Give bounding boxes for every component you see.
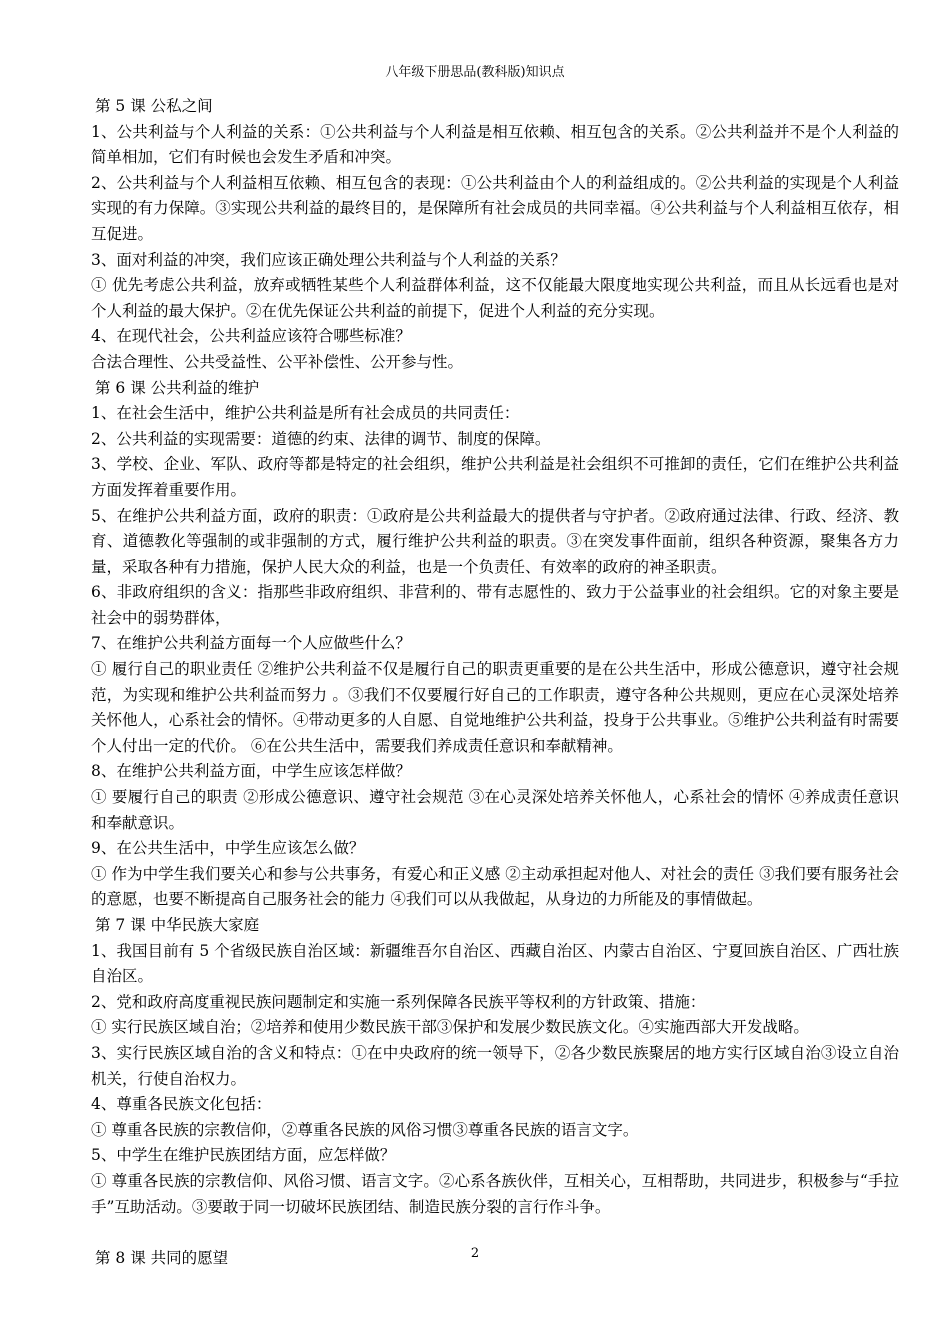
paragraph: ① 作为中学生我们要关心和参与公共事务，有爱心和正义感 ②主动承担起对他人、对社会的责任 ③我们要有服务社会的意愿，也要不断提高自己服务社会的能力 ④我们可以从我做起，从身边的力所能及的事情做起。 (91, 864, 899, 909)
running-header: 八年级下册思品(教科版)知识点 (385, 65, 565, 80)
lesson-heading: 第 7 课 中华民族大家庭 (95, 916, 260, 934)
paragraph: 1、我国目前有 5 个省级民族自治区域：新疆维吾尔自治区、西藏自治区、内蒙古自治区、宁夏回族自治区、广西壮族自治区。 (91, 941, 899, 986)
paragraph: 1、公共利益与个人利益的关系：①公共利益与个人利益是相互依赖、相互包含的关系。②公共利益并不是个人利益的简单相加，它们有时候也会发生矛盾和冲突。 (91, 122, 899, 167)
paragraph: 3、学校、企业、军队、政府等都是特定的社会组织，维护公共利益是社会组织不可推卸的责任，它们在维护公共利益方面发挥着重要作用。 (91, 455, 899, 499)
paragraph: 4、尊重各民族文化包括： (91, 1095, 272, 1114)
paragraph: 1、在社会生活中，维护公共利益是所有社会成员的共同责任： (91, 404, 520, 423)
paragraph: 6、非政府组织的含义：指那些非政府组织、非营利的、带有志愿性的、致力于公益事业的社会组织。它的对象主要是社会中的弱势群体， (91, 583, 899, 627)
paragraph: 9、在公共生活中，中学生应该怎么做？ (91, 839, 365, 858)
paragraph: 5、中学生在维护民族团结方面，应怎样做？ (91, 1146, 396, 1165)
lesson-heading: 第 8 课 共同的愿望 (95, 1248, 229, 1267)
lesson-heading: 第 6 课 公共利益的维护 (95, 378, 260, 397)
paragraph: ① 尊重各民族的宗教信仰，②尊重各民族的风俗习惯③尊重各民族的语言文字。 (91, 1120, 639, 1139)
paragraph: 合法合理性、公共受益性、公平补偿性、公开参与性。 (91, 352, 464, 371)
paragraph: 5、在维护公共利益方面，政府的职责：①政府是公共利益最大的提供者与守护者。②政府通过法律、行政、经济、教育、道德教化等强制的或非强制的方式，履行维护公共利益的职责。③在突发事件面前，组织各种资源，聚集各方力量，采取各种有力措施，保护人民大众的利益，也是一个负责任、有效率的政府的神圣职责。 (91, 506, 899, 576)
paragraph: 3、实行民族区域自治的含义和特点：①在中央政府的统一领导下，②各少数民族聚居的地方实行区域自治③设立自治机关，行使自治权力。 (91, 1043, 899, 1088)
paragraph: ① 优先考虑公共利益，放弃或牺牲某些个人利益群体利益，这不仅能最大限度地实现公共利益，而且从长远看也是对个人利益的最大保护。②在优先保证公共利益的前提下，促进个人利益的充分实现。 (91, 276, 899, 320)
paragraph: 4、在现代社会，公共利益应该符合哪些标准？ (91, 327, 411, 346)
paragraph: ① 要履行自己的职责 ②形成公德意识、遵守社会规范 ③在心灵深处培养关怀他人，心系社会的情怀 ④养成责任意识和奉献意识。 (91, 788, 899, 832)
paragraph: 7、在维护公共利益方面每一个人应做些什么？ (91, 634, 411, 653)
paragraph: 2、公共利益的实现需要：道德的约束、法律的调节、制度的保障。 (91, 429, 551, 448)
paragraph: 3、面对利益的冲突，我们应该正确处理公共利益与个人利益的关系？ (91, 250, 566, 269)
paragraph: ① 尊重各民族的宗教信仰、风俗习惯、语言文字。②心系各族伙伴，互相关心，互相帮助，共同进步，积极参与“手拉手”互助活动。③要敢于同一切破坏民族团结、制造民族分裂的言行作斗争。 (91, 1171, 899, 1216)
paragraph: 2、党和政府高度重视民族问题制定和实施一系列保障各民族平等权利的方针政策、措施： (91, 992, 706, 1011)
paragraph: 2、公共利益与个人利益相互依赖、相互包含的表现：①公共利益由个人的利益组成的。②公共利益的实现是个人利益实现的有力保障。③实现公共利益的最终目的，是保障所有社会成员的共同幸福。④公共利益与个人利益相互依存，相互促进。 (91, 173, 899, 243)
paragraph: 8、在维护公共利益方面，中学生应该怎样做？ (91, 762, 411, 781)
page-number: 2 (470, 1246, 480, 1261)
paragraph: ① 实行民族区域自治；②培养和使用少数民族干部③保护和发展少数民族文化。④实施西部大开发战略。 (91, 1018, 809, 1037)
document-body (91, 94, 899, 1271)
paragraph: ① 履行自己的职业责任 ②维护公共利益不仅是履行自己的职责更重要的是在公共生活中，形成公德意识，遵守社会规范，为实现和维护公共利益而努力 。③我们不仅要履行好自己的工作职责，遵守各种公共规则，更应在心灵深处培养关怀他人，心系社会的情怀。④带动更多的人自愿、自觉地维护公共利益，投身于公共事业。⑤维护公共利益有时需要个人付出一定的代价。 ⑥在公共生活中，需要我们养成责任意识和奉献精神。 (91, 660, 899, 755)
blank-line (91, 1220, 899, 1246)
lesson-heading: 第 5 课 公私之间 (95, 97, 213, 115)
